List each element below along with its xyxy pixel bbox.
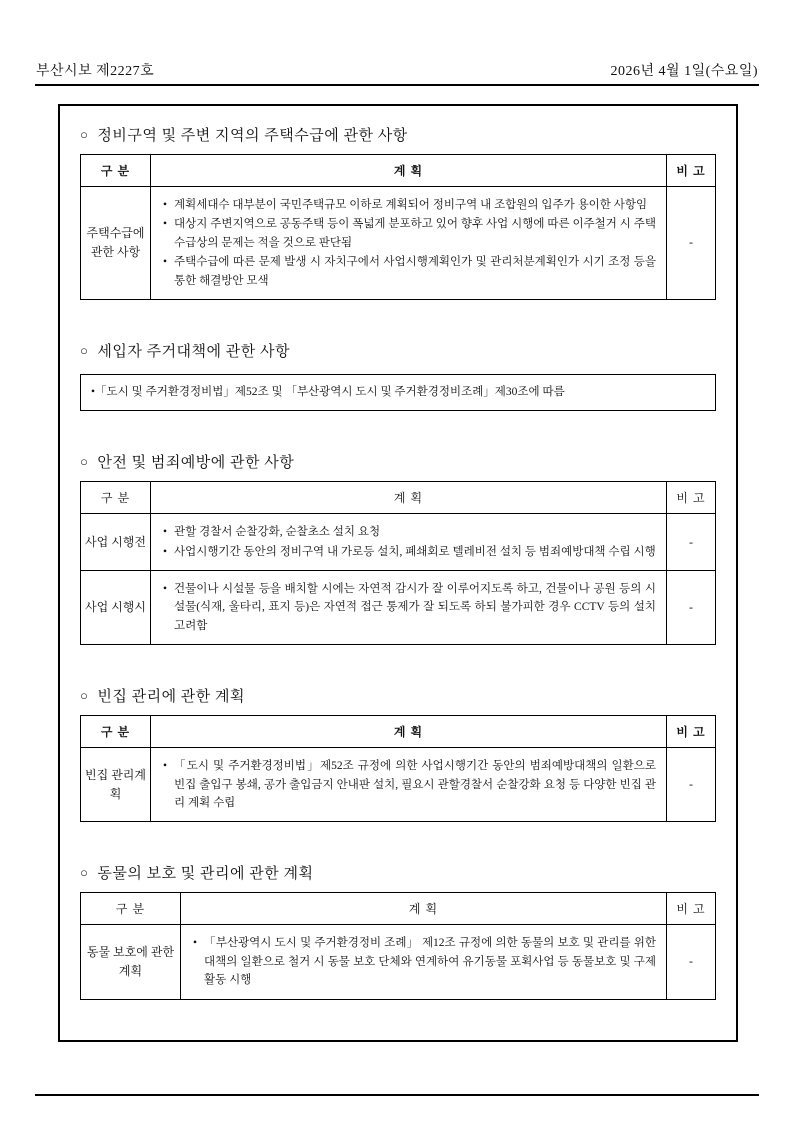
table-header-row [81,716,716,748]
plan-item: • 「도시 및 주거환경정비법」제52조 규정에 의한 사업시행기간 동안의 범죄예방대책의 일환으로 빈집 출입구 봉쇄, 공가 출입금지 안내판 설치, 필요시 관할경찰서 순찰강화 요청 등 다양한 빈집 관리 계획 수립 [161,757,656,812]
note-cell: - [667,748,716,822]
category-cell: 동물 보호에 관한 계획 [81,925,181,999]
section-title-text: 동물의 보호 및 관리에 관한 계획 [97,866,314,883]
plan-cell [151,748,667,822]
section-housing-supply [80,124,716,300]
housing-supply-table [80,154,716,300]
footer-rule [35,1094,759,1096]
animal-protection-table [80,892,716,999]
gazette-header [36,60,758,80]
category-cell: 빈집 관리계획 [81,748,151,822]
plan-item: • 대상지 주변지역으로 공동주택 등이 폭넓게 분포하고 있어 향후 사업 시행에 따른 이주철거 시 주택수급상의 문제는 적을 것으로 판단됨 [161,215,656,252]
note-cell: - [667,925,716,999]
table-row [81,187,716,300]
category-cell: 사업 시행전 [81,514,151,571]
content-frame [58,104,738,1042]
column-header-category: 구 분 [81,893,181,925]
section-title-text: 세입자 주거대책에 관한 사항 [97,343,290,360]
plan-list [191,934,656,989]
plan-item: • 주택수급에 따른 문제 발생 시 자치구에서 사업시행계획인가 및 관리처분계획인가 시기 조정 등을 통한 해결방안 모색 [161,253,656,290]
safety-crime-prevention-table [80,481,716,645]
note-cell: - [667,514,716,571]
gazette-title: 부산시보 제2227호 [36,64,155,79]
column-header-category: 구 분 [81,482,151,514]
table-row [81,925,716,999]
vacant-house-table [80,715,716,822]
plan-item: • 「부산광역시 도시 및 주거환경정비 조례」 제12조 규정에 의한 동물의 보호 및 관리를 위한 대책의 일환으로 철거 시 동물 보호 단체와 연계하여 유기동물 포획사업 등 동물보호 및 구제 활동 시행 [191,934,656,989]
plan-cell [151,187,667,300]
section-tenant-housing [80,340,716,411]
circle-marker: ○ [80,688,89,704]
tenant-housing-box: •「도시 및 주거환경정비법」제52조 및 「부산광역시 도시 및 주거환경정비조례」제30조에 따름 [80,374,716,411]
plan-list [161,580,656,635]
column-header-category: 구 분 [81,155,151,187]
section-title-text: 빈집 관리에 관한 계획 [97,689,246,706]
section-title [80,685,716,706]
column-header-plan: 계 획 [151,155,667,187]
plan-item: • 관할 경찰서 순찰강화, 순찰초소 설치 요청 [161,523,656,541]
section-safety-crime-prevention [80,451,716,645]
column-header-category: 구 분 [81,716,151,748]
column-header-note: 비 고 [667,482,716,514]
note-cell: - [667,187,716,300]
section-title [80,862,716,883]
plan-list [161,196,656,290]
table-row [81,570,716,644]
section-title [80,340,716,361]
table-header-row [81,155,716,187]
plan-list [161,523,656,561]
table-row [81,514,716,571]
plan-item: • 사업시행기간 동안의 정비구역 내 가로등 설치, 폐쇄회로 텔레비전 설치 등 범죄예방대책 수립 시행 [161,543,656,561]
column-header-note: 비 고 [667,155,716,187]
section-title [80,124,716,145]
note-cell: - [667,570,716,644]
table-header-row [81,893,716,925]
plan-item: • 건물이나 시설물 등을 배치할 시에는 자연적 감시가 잘 이루어지도록 하고, 건물이나 공원 등의 시설물(식재, 울타리, 표지 등)은 자연적 접근 통제가 잘 되도록 하되 불가피한 경우 CCTV 등의 설치 고려함 [161,580,656,635]
plan-cell [151,514,667,571]
gazette-date: 2026년 4월 1일(수요일) [610,64,758,79]
section-vacant-house-plan [80,685,716,822]
category-cell: 주택수급에 관한 사항 [81,187,151,300]
header-rule [35,84,759,86]
section-animal-protection [80,862,716,999]
category-cell: 사업 시행시 [81,570,151,644]
column-header-plan: 계 획 [181,893,667,925]
section-title [80,451,716,472]
circle-marker: ○ [80,454,89,470]
circle-marker: ○ [80,127,89,142]
plan-cell [151,570,667,644]
plan-cell [181,925,667,999]
table-row [81,748,716,822]
column-header-plan: 계 획 [151,482,667,514]
column-header-note: 비 고 [667,893,716,925]
column-header-note: 비 고 [667,716,716,748]
circle-marker: ○ [80,342,89,358]
plan-item: • 계획세대수 대부분이 국민주택규모 이하로 계획되어 정비구역 내 조합원의 입주가 용이한 사항임 [161,196,656,214]
table-header-row [81,482,716,514]
column-header-plan: 계 획 [151,716,667,748]
plan-list [161,757,656,812]
section-title-text: 안전 및 범죄예방에 관한 사항 [97,455,295,472]
circle-marker: ○ [80,865,89,881]
section-title-text: 정비구역 및 주변 지역의 주택수급에 관한 사항 [97,128,408,144]
